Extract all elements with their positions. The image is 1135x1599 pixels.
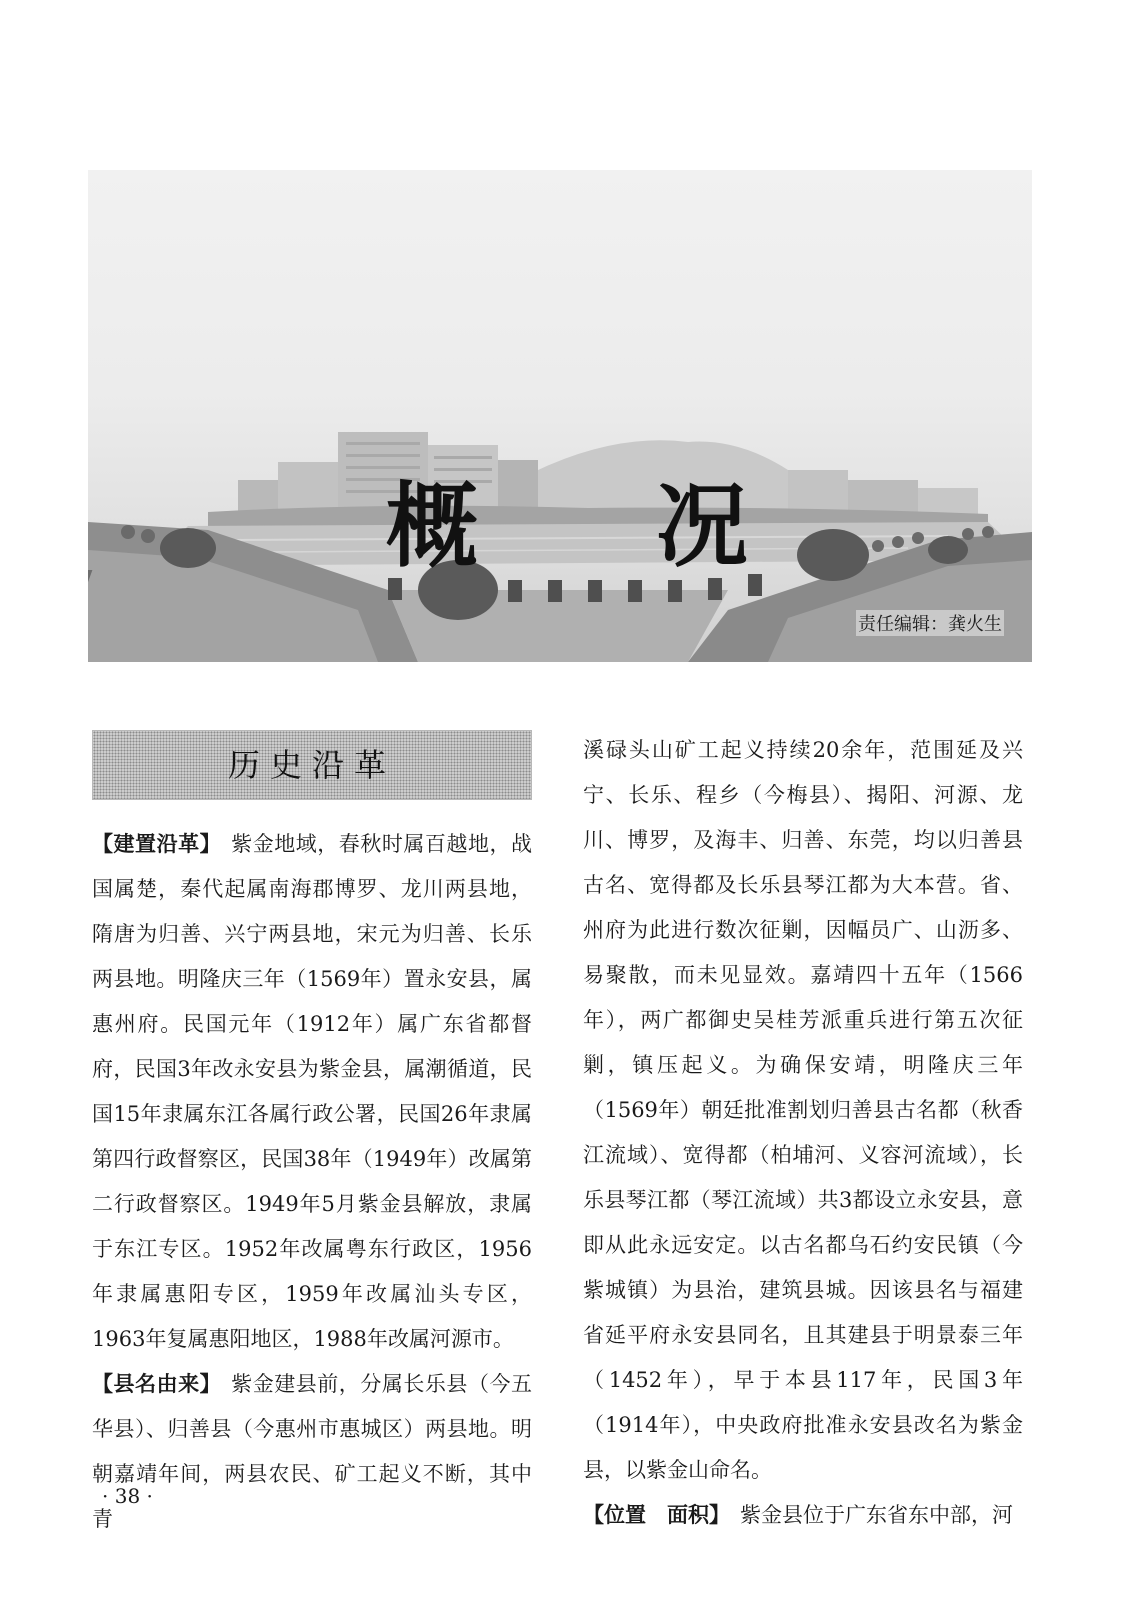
header-banner — [88, 170, 1032, 662]
editor-credit: 责任编辑：龚火生 — [856, 610, 1004, 636]
paragraph-establishment — [92, 822, 532, 1362]
paragraph-name-origin — [92, 1362, 532, 1542]
paragraph-text: 紫金建县前，分属长乐县（今五华县）、归善县（今惠州市惠城区）两县地。明朝嘉靖年间，两县农民、矿工起义不断，其中青 — [92, 1372, 533, 1531]
left-column — [92, 730, 532, 1542]
page-number: · 38 · — [102, 1484, 153, 1508]
city-river-photo — [88, 170, 1032, 662]
paragraph-tag: 【县名由来】 — [92, 1372, 222, 1396]
paragraph-text: 紫金地域，春秋时属百越地，战国属楚，秦代起属南海郡博罗、龙川两县地，隋唐为归善、兴宁两县地，宋元为归善、长乐两县地。明隆庆三年（1569年）置永安县，属惠州府。民国元年（1912年）属广东省都督府，民国3年改永安县为紫金县，属潮循道，民国15年隶属东江各属行政公署，民国26年隶属第四行政督察区，民国38年（1949年）改属第二行政督察区。1949年5月紫金县解放，隶属于东江专区。1952年改属粤东行政区，1956年隶属惠阳专区，1959年改属汕头专区，1963年复属惠阳地区，1988年改属河源市。 — [92, 832, 533, 1351]
paragraph-name-origin-continued — [583, 728, 1023, 1493]
paragraph-text: 紫金县位于广东省东中部，河 — [740, 1503, 1013, 1527]
paragraph-location-area — [583, 1493, 1023, 1538]
paragraph-text: 溪碌头山矿工起义持续20余年，范围延及兴宁、长乐、程乡（今梅县）、揭阳、河源、龙川、博罗，及海丰、归善、东莞，均以归善县古名、宽得都及长乐县琴江都为大本营。省、州府为此进行数次征剿，因幅员广、山沥多、易聚散，而未见显效。嘉靖四十五年（1566年），两广都御史吴桂芳派重兵进行第五次征剿，镇压起义。为确保安靖，明隆庆三年（1569年）朝廷批准割划归善县古名都（秋香江流域）、宽得都（柏埔河、义容河流域），长乐县琴江都（琴江流域）共3都设立永安县，意即从此永远安定。以古名都乌石约安民镇（今紫城镇）为县治，建筑县城。因该县名与福建省延平府永安县同名，且其建县于明景泰三年（1452年），早于本县117年，民国3年（1914年），中央政府批准永安县改名为紫金县，以紫金山命名。 — [583, 738, 1023, 1482]
section-header — [92, 730, 532, 800]
section-header-label: 历史沿革 — [227, 746, 396, 784]
paragraph-tag: 【建置沿革】 — [92, 832, 222, 856]
chapter-title — [88, 472, 1032, 582]
chapter-title-char-2: 况 — [656, 473, 749, 580]
chapter-title-char-1: 概 — [386, 473, 479, 580]
paragraph-tag: 【位置 面积】 — [583, 1503, 730, 1527]
right-column — [583, 728, 1023, 1538]
